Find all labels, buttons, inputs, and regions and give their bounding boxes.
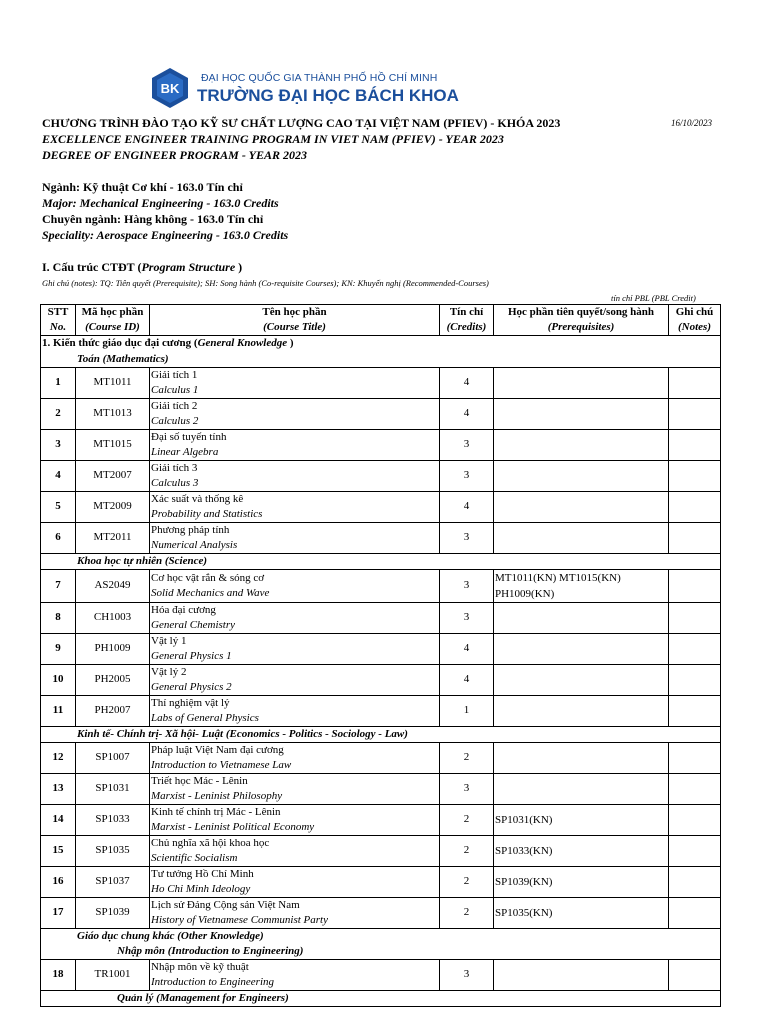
table-row: 6 MT2011 Phương pháp tính Numerical Analysis 3	[41, 522, 721, 553]
table-row: 18 TR1001 Nhập môn về kỹ thuật Introduction to Engineering 3	[41, 959, 721, 990]
table-row: 11 PH2007 Thí nghiệm vật lý Labs of General Physics 1	[41, 695, 721, 726]
col-notes: Ghi chú (Notes)	[669, 305, 721, 336]
group-math: Toán (Mathematics)	[41, 352, 721, 368]
group-intro-engineering: Nhập môn (Introduction to Engineering)	[41, 944, 721, 960]
col-code: Mã học phần (Course ID)	[76, 305, 150, 336]
pbl-credit-note: tín chỉ PBL (PBL Credit)	[611, 293, 696, 303]
table-row: 16 SP1037 Tư tưởng Hồ Chí Minh Ho Chi Minh Ideology 2 SP1039(KN)	[41, 866, 721, 897]
major-en: Major: Mechanical Engineering - 163.0 Credits	[42, 196, 279, 210]
group-management: Quản lý (Management for Engineers)	[41, 990, 721, 1006]
col-prereq: Học phần tiên quyết/song hành (Prerequisites)	[494, 305, 669, 336]
major-vi: Ngành: Kỹ thuật Cơ khí - 163.0 Tín chỉ	[42, 180, 243, 194]
bk-logo-icon	[149, 67, 191, 109]
program-subtitle: DEGREE OF ENGINEER PROGRAM - YEAR 2023	[42, 148, 307, 162]
col-credits: Tín chỉ (Credits)	[440, 305, 494, 336]
program-title-vi: CHƯƠNG TRÌNH ĐÀO TẠO KỸ SƯ CHẤT LƯỢNG CAO TẠI VIỆT NAM (PFIEV) - KHÓA 2023	[42, 116, 561, 130]
table-header	[41, 305, 721, 336]
table-row: 3 MT1015 Đại số tuyến tính Linear Algebra 3	[41, 429, 721, 460]
logo-mark-text: BK	[160, 81, 180, 96]
speciality-vi: Chuyên ngành: Hàng không - 163.0 Tín chỉ	[42, 212, 264, 226]
table-row: 8 CH1003 Hóa đại cương General Chemistry 3	[41, 602, 721, 633]
table-row: 10 PH2005 Vật lý 2 General Physics 2 4	[41, 664, 721, 695]
university-logo	[149, 67, 709, 109]
group-science: Khoa học tự nhiên (Science)	[41, 553, 721, 569]
table-row: 14 SP1033 Kinh tế chính trị Mác - Lênin Marxist - Leninist Political Economy 2 SP1031(KN)	[41, 804, 721, 835]
group-other-knowledge: Giáo dục chung khác (Other Knowledge)	[41, 928, 721, 944]
speciality-en: Speciality: Aerospace Engineering - 163.0 Credits	[42, 228, 289, 242]
table-row: 1 MT1011 Giải tích 1 Calculus 1 4	[41, 367, 721, 398]
course-table	[40, 304, 721, 1007]
table-row: 4 MT2007 Giải tích 3 Calculus 3 3	[41, 460, 721, 491]
table-row: 7 AS2049 Cơ học vật rắn & sóng cơ Solid Mechanics and Wave 3 MT1011(KN) MT1015(KN) PH1009(KN)	[41, 569, 721, 602]
col-stt: STT No.	[41, 305, 76, 336]
group-general-knowledge: 1. Kiến thức giáo dục đại cương (General Knowledge )	[41, 336, 721, 352]
school-name: TRƯỜNG ĐẠI HỌC BÁCH KHOA	[197, 86, 459, 105]
section-title: I. Cấu trúc CTĐT (Program Structure )	[42, 260, 243, 274]
table-row: 5 MT2009 Xác suất và thống kê Probability and Statistics 4	[41, 491, 721, 522]
table-row: 15 SP1035 Chủ nghĩa xã hội khoa học Scientific Socialism 2 SP1033(KN)	[41, 835, 721, 866]
university-name: ĐẠI HỌC QUỐC GIA THÀNH PHỐ HỒ CHÍ MINH	[201, 72, 438, 84]
group-economics: Kinh tế- Chính trị- Xã hội- Luật (Economics - Politics - Sociology - Law)	[41, 726, 721, 742]
table-row: 9 PH1009 Vật lý 1 General Physics 1 4	[41, 633, 721, 664]
abbreviation-note: Ghi chú (notes): TQ: Tiên quyết (Prerequisite); SH: Song hành (Co-requisite Courses); KN: Khuyến nghị (Recommended-Courses)	[42, 278, 489, 288]
document-date: 16/10/2023	[671, 118, 713, 128]
col-name: Tên học phần (Course Title)	[150, 305, 440, 336]
program-title-en: EXCELLENCE ENGINEER TRAINING PROGRAM IN VIET NAM (PFIEV) - YEAR 2023	[42, 132, 504, 146]
table-row: 12 SP1007 Pháp luật Việt Nam đại cương Introduction to Vietnamese Law 2	[41, 742, 721, 773]
table-row: 2 MT1013 Giải tích 2 Calculus 2 4	[41, 398, 721, 429]
table-row: 13 SP1031 Triết học Mác - Lênin Marxist - Leninist Philosophy 3	[41, 773, 721, 804]
table-row: 17 SP1039 Lịch sử Đảng Cộng sản Việt Nam History of Vietnamese Communist Party 2 SP1035(KN)	[41, 897, 721, 928]
